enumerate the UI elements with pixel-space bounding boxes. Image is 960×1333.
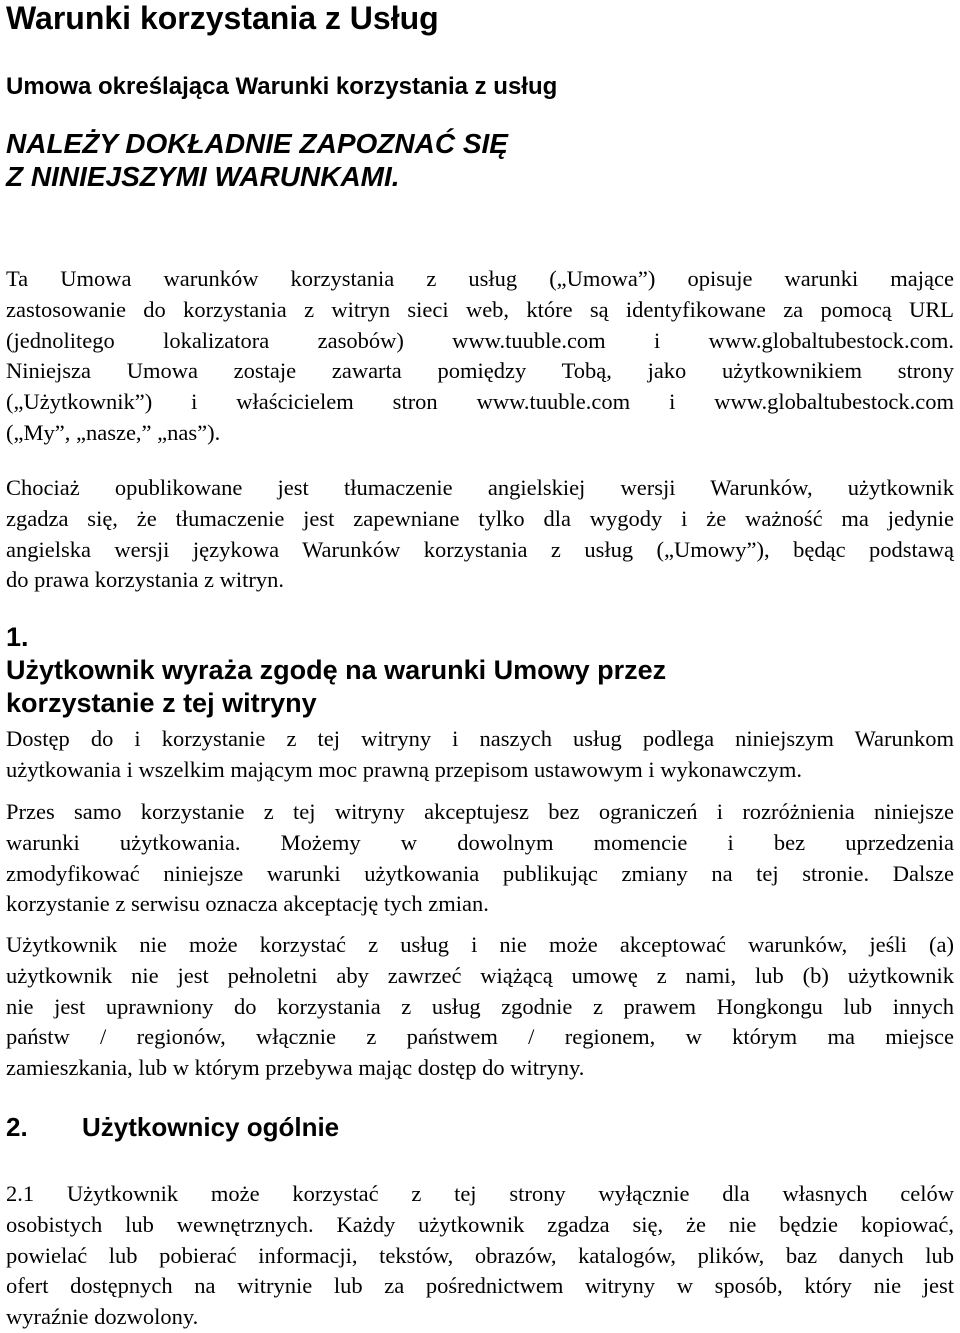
document-subtitle: Umowa określająca Warunki korzystania z usług: [6, 73, 558, 100]
paragraph-line: wyraźnie dozwolony.: [6, 1304, 199, 1330]
paragraph-line: użytkowania i wszelkim mającym moc prawną przepisom ustawowym i wykonawczym.: [6, 756, 803, 782]
paragraph-line: Dostęp do i korzystanie z tej witryny i naszych usług podlega niniejszym Warunkom: [6, 726, 954, 751]
paragraph-line: osobistych lub wewnętrznych. Każdy użytkownik zgadza się, że nie będzie kopiować,: [6, 1211, 954, 1237]
notice-line: Z NINIEJSZYMI WARUNKAMI.: [6, 161, 400, 192]
paragraph-line: zamieszkania, lub w którym przebywa mając dostęp do witryny.: [6, 1055, 585, 1081]
notice-line: NALEŻY DOKŁADNIE ZAPOZNAĆ SIĘ: [6, 128, 508, 159]
paragraph-line: 2.1 Użytkownik może korzystać z tej strony wyłącznie dla własnych celów: [6, 1181, 954, 1206]
paragraph-line: zastosowanie do korzystania z witryn sieci web, które są identyfikowane za pomocą URL: [6, 296, 954, 322]
paragraph-line: nie jest uprawniony do korzystania z usług zgodnie z prawem Hongkongu lub innych: [6, 993, 954, 1019]
paragraph-line: powielać lub pobierać informacji, tekstów, obrazów, katalogów, plików, baz danych lub: [6, 1242, 954, 1268]
paragraph-line: Chociaż opublikowane jest tłumaczenie angielskiej wersji Warunków, użytkownik: [6, 475, 954, 500]
section-heading-text: korzystanie z tej witryny: [6, 688, 317, 718]
paragraph-line: ofert dostępnych na witrynie lub za pośrednictwem witryny w sposób, który nie jest: [6, 1273, 954, 1299]
intro-paragraph: [6, 264, 954, 449]
section-2-paragraph-1: [6, 1179, 954, 1333]
paragraph-line: Przes samo korzystanie z tej witryny akceptujesz bez ograniczeń i rozróżnienia niniejsze: [6, 799, 954, 824]
paragraph-line: („My”, „nasze,” „nas”).: [6, 419, 221, 445]
paragraph-line: do prawa korzystania z witryn.: [6, 567, 285, 593]
section-number: 1.: [6, 622, 29, 652]
section-number: 2.: [6, 1112, 28, 1142]
paragraph-line: warunki użytkowania. Możemy w dowolnym momencie i bez uprzedzenia: [6, 829, 954, 855]
paragraph-line: państw / regionów, włącznie z państwem / regionem, w którym ma miejsce: [6, 1024, 954, 1050]
section-1-paragraph-3: [6, 930, 954, 1084]
paragraph-line: korzystanie z serwisu oznacza akceptację tych zmian.: [6, 891, 489, 917]
section-heading-text: Użytkownicy ogólnie: [82, 1112, 340, 1142]
section-1-paragraph-2: [6, 797, 954, 920]
paragraph-line: (jednolitego lokalizatora zasobów) www.tuuble.com i www.globaltubestock.com.: [6, 327, 954, 353]
paragraph-line: Niniejsza Umowa zostaje zawarta pomiędzy Tobą, jako użytkownikiem strony: [6, 358, 954, 384]
section-2-heading: [6, 1111, 339, 1143]
translation-paragraph: [6, 473, 954, 596]
document-title: Warunki korzystania z Usług: [6, 0, 439, 36]
notice-heading: [6, 127, 508, 193]
paragraph-line: angielska wersji językowa Warunków korzystania z usług („Umowy”), będąc podstawą: [6, 536, 954, 562]
paragraph-line: zgadza się, że tłumaczenie jest zapewniane tylko dla wygody i że ważność ma jedynie: [6, 505, 954, 531]
section-1-heading: [6, 621, 666, 720]
paragraph-line: Użytkownik nie może korzystać z usług i nie może akceptować warunków, jeśli (a): [6, 932, 954, 957]
paragraph-line: Ta Umowa warunków korzystania z usług („Umowa”) opisuje warunki mające: [6, 266, 954, 291]
paragraph-line: („Użytkownik”) i właścicielem stron www.tuuble.com i www.globaltubestock.com: [6, 389, 954, 415]
paragraph-line: zmodyfikować niniejsze warunki użytkowania publikując zmiany na tej stronie. Dalsze: [6, 860, 954, 886]
section-1-paragraph-1: [6, 724, 954, 786]
section-heading-text: Użytkownik wyraża zgodę na warunki Umowy przez: [6, 655, 667, 685]
paragraph-line: użytkownik nie jest pełnoletni aby zawrzeć wiążącą umowę z nami, lub (b) użytkownik: [6, 962, 954, 988]
